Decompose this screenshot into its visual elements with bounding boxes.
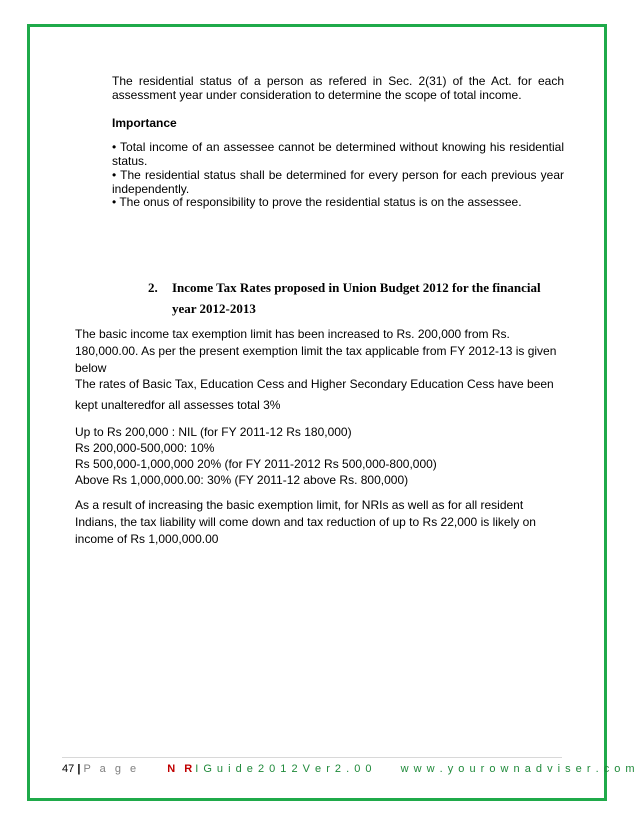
rate-line-2: Rs 200,000-500,000: 10% — [75, 441, 215, 455]
website-link[interactable]: w w w . y o u r o w n a d v i s e r . c o m — [400, 763, 636, 775]
section-number: 2. — [148, 280, 158, 295]
page-label: P a g e — [83, 763, 140, 775]
importance-bullet-3: • The onus of responsibility to prove the residential status is on the assessee. — [112, 195, 522, 209]
importance-bullet-1: • Total income of an assessee cannot be determined without knowing his residential status. — [112, 140, 564, 168]
intro-paragraph: The residential status of a person as refered in Sec. 2(31) of the Act. for each assessment year under consideration to determine the scope of total income. — [112, 74, 564, 102]
cess-paragraph: The rates of Basic Tax, Education Cess and Higher Secondary Education Cess have been kept unalteredfor all assesses total 3% — [75, 377, 554, 412]
rate-line-4: Above Rs 1,000,000.00: 30% (FY 2011-12 above Rs. 800,000) — [75, 473, 409, 487]
footer-separator: | — [77, 763, 81, 775]
rate-line-3: Rs 500,000-1,000,000 20% (for FY 2011-2012 Rs 500,000-800,000) — [75, 457, 437, 471]
page-number: 47 — [62, 763, 75, 775]
section-heading-line2: year 2012-2013 — [172, 301, 256, 316]
section-heading-line1: Income Tax Rates proposed in Union Budget 2012 for the financial — [172, 280, 541, 295]
importance-bullet-2: • The residential status shall be determined for every person for each previous year independently. — [112, 168, 564, 196]
rate-line-1: Up to Rs 200,000 : NIL (for FY 2011-12 Rs 180,000) — [75, 425, 352, 439]
page-footer — [62, 762, 636, 776]
footer-rule — [62, 757, 562, 758]
exemption-paragraph: The basic income tax exemption limit has been increased to Rs. 200,000 from Rs. 180,000.00. As per the present exemption limit the tax applicable from FY 2012-13 is given below — [75, 327, 557, 375]
guide-prefix: N R — [167, 763, 196, 775]
guide-title: I G u i d e 2 0 1 2 V e r 2 . 0 0 — [195, 763, 373, 775]
importance-heading: Importance — [112, 116, 177, 130]
result-paragraph: As a result of increasing the basic exemption limit, for NRIs as well as for all resident Indians, the tax liability will come down and tax reduction of up to Rs 22,000 is likely on income of Rs 1,000,000.00 — [75, 498, 536, 546]
